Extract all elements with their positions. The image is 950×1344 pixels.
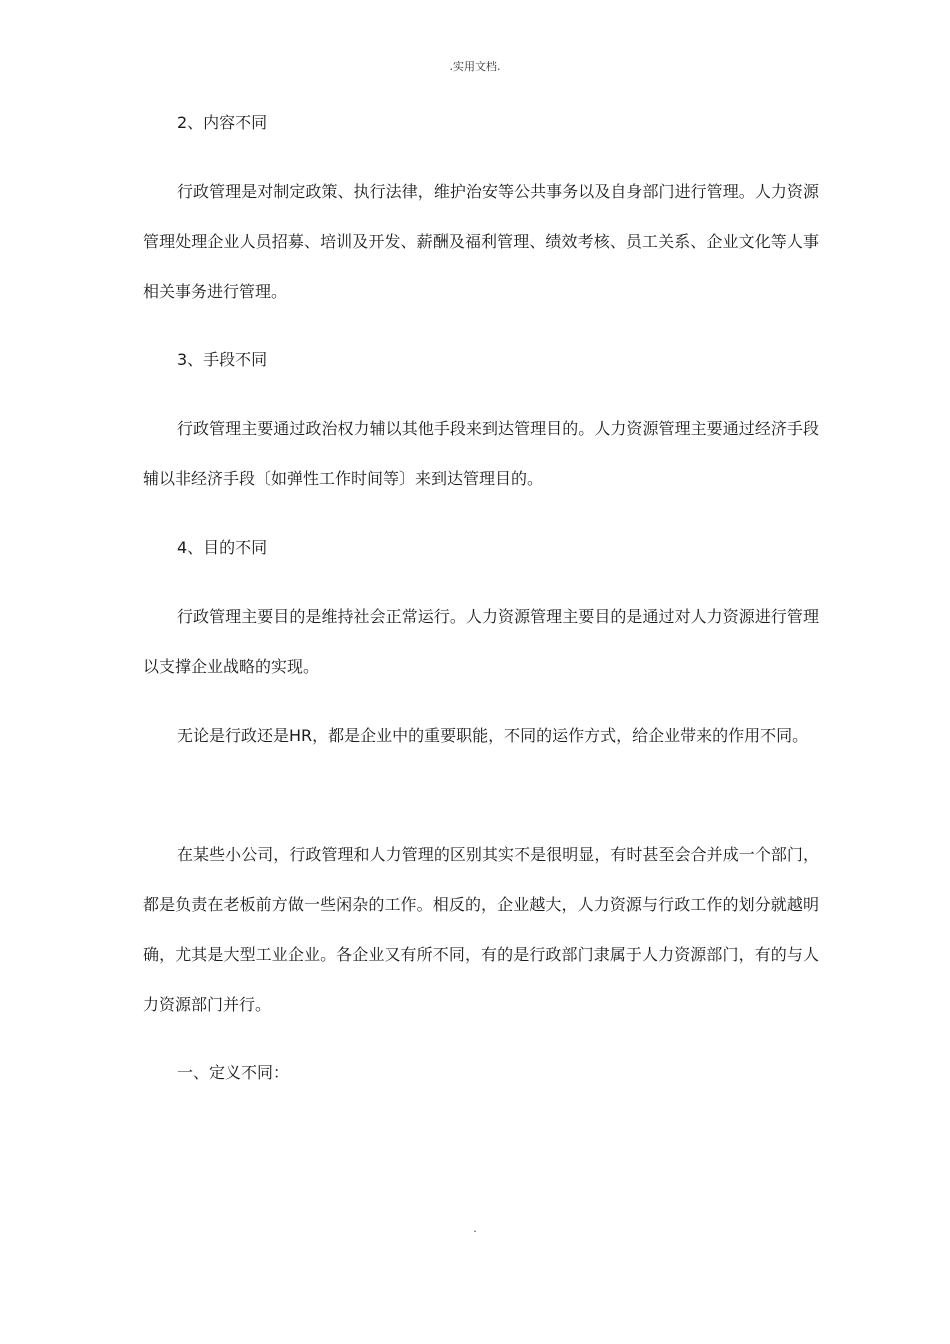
paragraph-content-difference: 行政管理是对制定政策、执行法律，维护治安等公共事务以及自身部门进行管理。人力资源管理处理企业人员招募、培训及开发、薪酬及福利管理、绩效考核、员工关系、企业文化等人事相关事务进行管理。 [143,182,819,301]
section-heading-definition: 一、定义不同： [177,1063,290,1082]
paragraph-means-difference: 行政管理主要通过政治权力辅以其他手段来到达管理目的。人力资源管理主要通过经济手段辅以非经济手段〔如弹性工作时间等〕来到达管理目的。 [143,419,819,488]
paragraph-hr-summary: 无论是行政还是HR，都是企业中的重要职能，不同的运作方式，给企业带来的作用不同。 [177,726,809,745]
paragraph-purpose-difference: 行政管理主要目的是维持社会正常运行。人力资源管理主要目的是通过对人力资源进行管理以支撑企业战略的实现。 [143,607,819,676]
page-footer: . [473,1222,477,1235]
section-heading-purpose: 4、目的不同 [177,538,268,557]
paragraph-small-company: 在某些小公司，行政管理和人力管理的区别其实不是很明显，有时甚至会合并成一个部门，都是负责在老板前方做一些闲杂的工作。相反的，企业越大，人力资源与行政工作的划分就越明确，尤其是大型工业企业。各企业又有所不同，有的是行政部门隶属于人力资源部门，有的与人力资源部门并行。 [143,845,819,1014]
page-header: .实用文档. [449,60,501,73]
section-heading-content: 2、内容不同 [177,113,268,132]
section-heading-means: 3、手段不同 [177,350,268,369]
